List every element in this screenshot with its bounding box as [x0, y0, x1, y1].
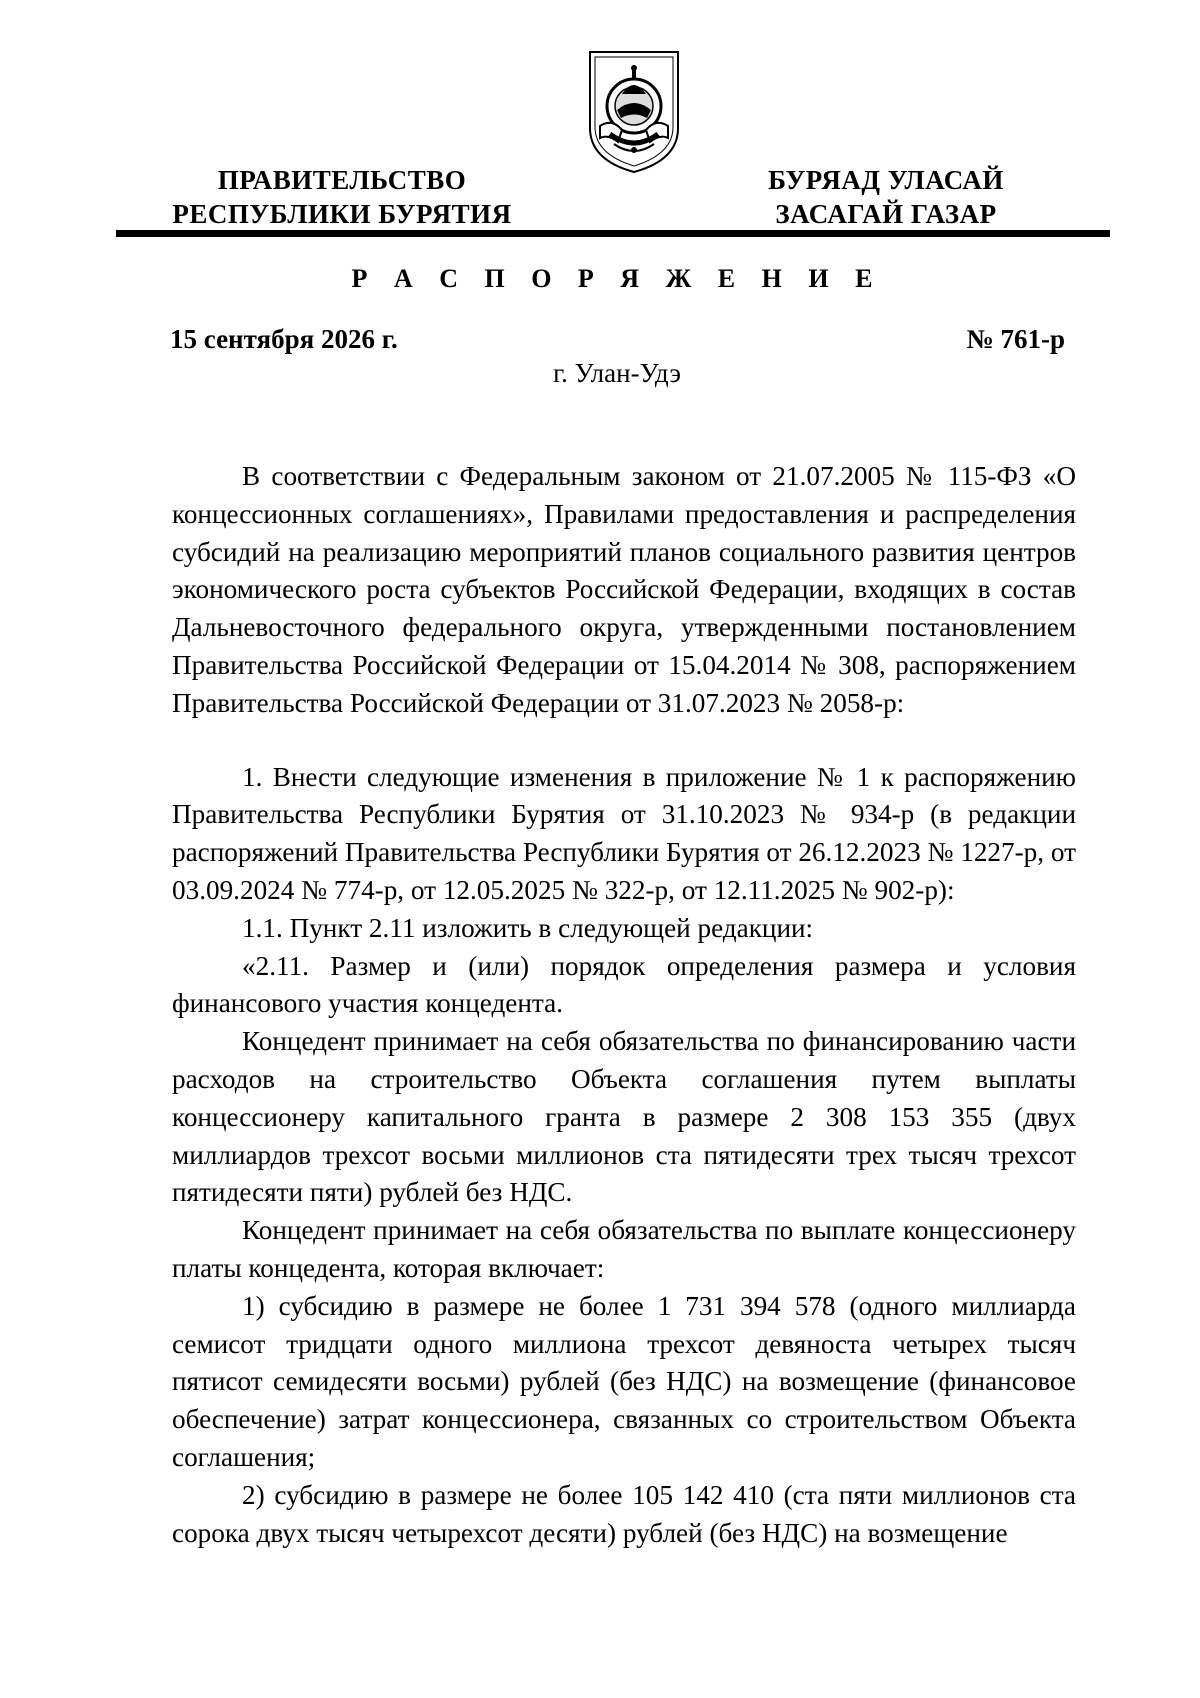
org-ru-line-2: РЕСПУБЛИКИ БУРЯТИЯ [172, 199, 512, 229]
subsidy-2-paragraph: 2) субсидию в размере не более 105 142 410 (ста пяти миллионов ста сорока двух тысяч четырехсот десяти) рублей (без НДС) на возмещение [172, 1479, 1076, 1548]
clause-1-1-paragraph: 1.1. Пункт 2.11 изложить в следующей редакции: [242, 912, 814, 943]
subsidy-1-paragraph: 1) субсидию в размере не более 1 731 394 578 (одного миллиарда семисот тридцати одного миллиона трехсот девяноста четырех тысяч пятисот семидесяти восьми) рублей (без НДС) на возмещение (финансовое обеспечение) затрат концессионера, связанных со строительством Объекта соглашения; [172, 1290, 1076, 1472]
org-bua-line-1: БУРЯАД УЛАСАЙ [768, 165, 1004, 195]
issuing-authority-buryat [750, 163, 1022, 231]
header-divider [116, 230, 1110, 237]
document-type-title: Р А С П О Р Я Ж Е Н И Е [351, 264, 883, 293]
issuing-authority-russian [162, 163, 522, 231]
document-city: г. Улан-Удэ [553, 358, 681, 388]
org-ru-line-1: ПРАВИТЕЛЬСТВО [217, 165, 467, 195]
document-body [172, 458, 1076, 1552]
concedent-fee-paragraph: Концедент принимает на себя обязательства по выплате концессионеру платы концедента, которая включает: [172, 1215, 1076, 1283]
clause-2-11-heading: «2.11. Размер и (или) порядок определения размера и условия финансового участия концедента. [172, 950, 1076, 1019]
document-number: № 761-р [966, 324, 1065, 354]
clause-1-paragraph: 1. Внести следующие изменения в приложение № 1 к распоряжению Правительства Республики Бурятия от 31.10.2023 № 934-р (в редакции распоряжений Правительства Республики Бурятия от 26.12.2023 № 1227-р, от 03.09.2024 № 774-р, от 12.05.2025 № 322-р, от 12.11.2025 № 902-р): [172, 761, 1076, 905]
coat-of-arms-icon [586, 48, 682, 176]
document-date: 15 сентября 2026 г. [170, 324, 398, 354]
preamble-paragraph: В соответствии с Федеральным законом от 21.07.2005 № 115-ФЗ «О концессионных соглашениях», Правилами предоставления и распределения субсидий на реализацию мероприятий планов социального развития центров экономического роста субъектов Российской Федерации, входящих в состав Дальневосточного федерального округа, утвержденными постановлением Правительства Российской Федерации от 15.04.2014 № 308, распоряжением Правительства Российской Федерации от 31.07.2023 № 2058-р: [172, 461, 1076, 718]
org-bua-line-2: ЗАСАГАЙ ГАЗАР [775, 199, 997, 229]
capital-grant-paragraph: Концедент принимает на себя обязательства по финансированию части расходов на строительство Объекта соглашения путем выплаты концессионеру капитального гранта в размере 2 308 153 355 (двух миллиардов трехсот восьми миллионов ста пятидесяти трех тысяч трехсот пятидесяти пяти) рублей без НДС. [172, 1026, 1076, 1208]
